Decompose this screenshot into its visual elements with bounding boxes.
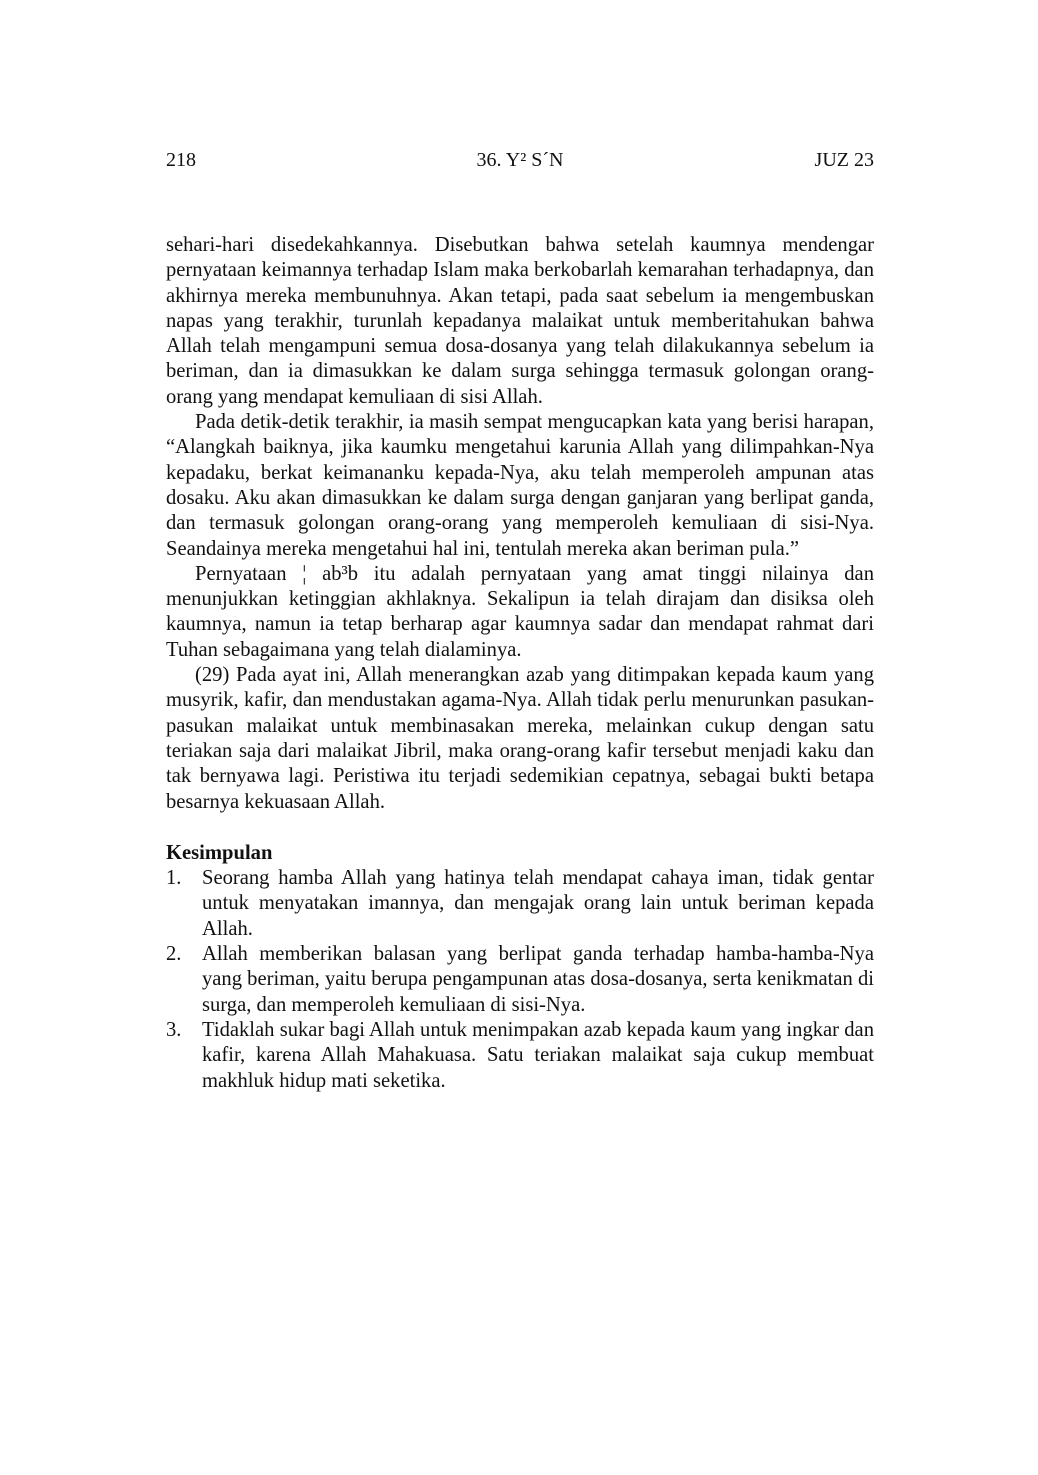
paragraph-last-words: Pada detik-detik terakhir, ia masih sempat mengucapkan kata yang berisi harapan, “Alangkah baiknya, jika kaumku mengetahui karunia Allah yang dilimpahkan-Nya kepadaku, berkat keimananku kepada-Nya, aku telah memperoleh ampunan atas dosaku. Aku akan dimasukkan ke dalam surga dengan ganjaran yang berlipat ganda, dan termasuk golongan orang-orang yang memperoleh kemuliaan di sisi-Nya. Seandainya mereka mengetahui hal ini, tentulah mereka akan beriman pula.” [166,411,874,560]
conclusion-item [166,866,874,942]
surah-title: 36. Y² S´N [476,149,564,171]
paragraph-continuation: sehari-hari disedekahkannya. Disebutkan bahwa setelah kaumnya mendengar pernyataan keimannya terhadap Islam maka berkobarlah kemarahan terhadapnya, dan akhirnya mereka membunuhnya. Akan tetapi, pada saat sebelum ia mengembuskan napas yang terakhir, turunlah kepadanya malaikat untuk memberitahukan bahwa Allah telah mengampuni semua dosa-dosanya yang telah dilakukannya sebelum ia beriman, dan ia dimasukkan ke dalam surga sehingga termasuk golongan orang-orang yang mendapat kemuliaan di sisi Allah. [166,234,874,408]
conclusion-item-number: 1. [166,867,182,890]
running-header [166,146,874,174]
conclusion-list [166,866,874,1094]
conclusion-item-number: 2. [166,943,182,966]
conclusion-item-text: Allah memberikan balasan yang berlipat ganda terhadap hamba-hamba-Nya yang beriman, yaitu berupa pengampunan atas dosa-dosanya, serta kenikmatan di surga, dan memperoleh kemuliaan di sisi-Nya. [202,943,874,1016]
conclusion-item [166,1018,874,1094]
conclusion-item [166,942,874,1018]
paragraph-verse-29: (29) Pada ayat ini, Allah menerangkan azab yang ditimpakan kepada kaum yang musyrik, kafir, dan mendustakan agama-Nya. Allah tidak perlu menurunkan pasukan-pasukan malaikat untuk membinasakan mereka, melainkan cukup dengan satu teriakan saja dari malaikat Jibril, maka orang-orang kafir tersebut menjadi kaku dan tak bernyawa lagi. Peristiwa itu terjadi sedemikian cepatnya, sebagai bukti betapa besarnya kekuasaan Allah. [166,664,874,813]
juz-label: JUZ 23 [814,149,874,171]
conclusion-item-text: Seorang hamba Allah yang hatinya telah mendapat cahaya iman, tidak gentar untuk menyatakan imannya, dan mengajak orang lain untuk beriman kepada Allah. [202,867,874,940]
conclusion-item-number: 3. [166,1018,182,1041]
conclusion-heading: Kesimpulan [166,841,273,864]
page-body [166,233,874,1094]
page-number: 218 [166,149,196,171]
paragraph-statement: Pernyataan ¦ ab³b itu adalah pernyataan yang amat tinggi nilainya dan menunjukkan ketinggian akhlaknya. Sekalipun ia telah dirajam dan disiksa oleh kaumnya, namun ia tetap berharap agar kaumnya sadar dan mendapat rahmat dari Tuhan sebagaimana yang telah dialaminya. [166,562,874,661]
conclusion-item-text: Tidaklah sukar bagi Allah untuk menimpakan azab kepada kaum yang ingkar dan kafir, karena Allah Mahakuasa. Satu teriakan malaikat saja cukup membuat makhluk hidup mati seketika. [202,1018,874,1092]
